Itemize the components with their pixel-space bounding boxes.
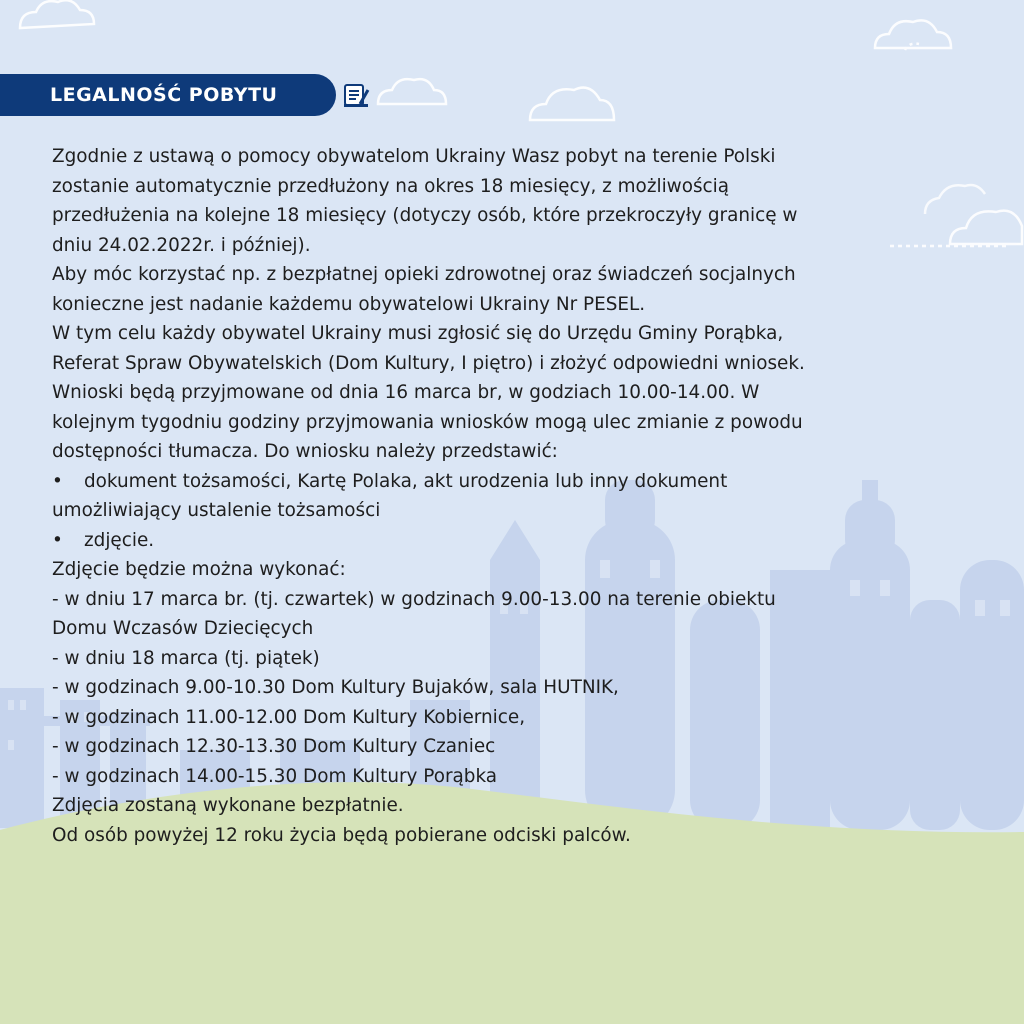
bullet-item [52,526,992,556]
section-header-banner [0,74,336,116]
text-line: Zgodnie z ustawą o pomocy obywatelom Ukrainy Wasz pobyt na terenie Polski [52,146,776,167]
text-line: konieczne jest nadanie każdemu obywatelowi Ukrainy Nr PESEL. [52,293,646,315]
text-line: kolejnym tygodniu godziny przyjmowania wniosków mogą ulec zmianie z powodu [52,411,803,433]
text-line: - w godzinach 14.00-15.30 Dom Kultury Porąbka [52,765,498,787]
bullet-symbol: • [52,470,63,492]
bullet-symbol: • [52,529,63,551]
bullet-text: dokument tożsamości, Kartę Polaka, akt urodzenia lub inny dokument [84,470,728,492]
text-line: - w godzinach 12.30-13.30 Dom Kultury Czaniec [52,736,496,757]
text-line: dostępności tłumacza. Do wniosku należy przedstawić: [52,441,558,462]
text-line: Aby móc korzystać np. z bezpłatnej opieki zdrowotnej oraz świadczeń socjalnych [52,264,796,285]
bullet-item [52,467,992,497]
text-line: Zdjęcie będzie można wykonać: [52,559,346,580]
text-line: przedłużenia na kolejne 18 miesięcy (dotyczy osób, które przekroczyły granicę w [52,205,798,226]
main-text [52,142,992,850]
text-line: Referat Spraw Obywatelskich (Dom Kultury, I piętro) i złożyć odpowiedni wniosek. [52,352,805,374]
text-line: zostanie automatycznie przedłużony na okres 18 miesięcy, z możliwością [52,175,730,197]
text-line: Zdjęcia zostaną wykonane bezpłatnie. [52,795,404,816]
text-line: - w dniu 18 marca (tj. piątek) [52,647,320,669]
text-line: - w dniu 17 marca br. (tj. czwartek) w godzinach 9.00-13.00 na terenie obiektu [52,588,776,610]
document-pen-icon [343,82,371,108]
bullet-text: zdjęcie. [84,529,155,551]
text-line: Wnioski będą przyjmowane od dnia 16 marca br, w godziach 10.00-14.00. W [52,382,760,403]
text-line: dniu 24.02.2022r. i później). [52,234,311,256]
section-title: LEGALNOŚĆ POBYTU [50,84,278,106]
text-line: Od osób powyżej 12 roku życia będą pobierane odciski palców. [52,824,631,846]
text-line: - w godzinach 9.00-10.30 Dom Kultury Bujaków, sala HUTNIK, [52,677,619,698]
text-line: - w godzinach 11.00-12.00 Dom Kultury Kobiernice, [52,706,526,728]
text-line: umożliwiający ustalenie tożsamości [52,500,381,521]
text-line: W tym celu każdy obywatel Ukrainy musi zgłosić się do Urzędu Gminy Porąbka, [52,323,784,344]
text-line: Domu Wczasów Dziecięcych [52,618,314,639]
